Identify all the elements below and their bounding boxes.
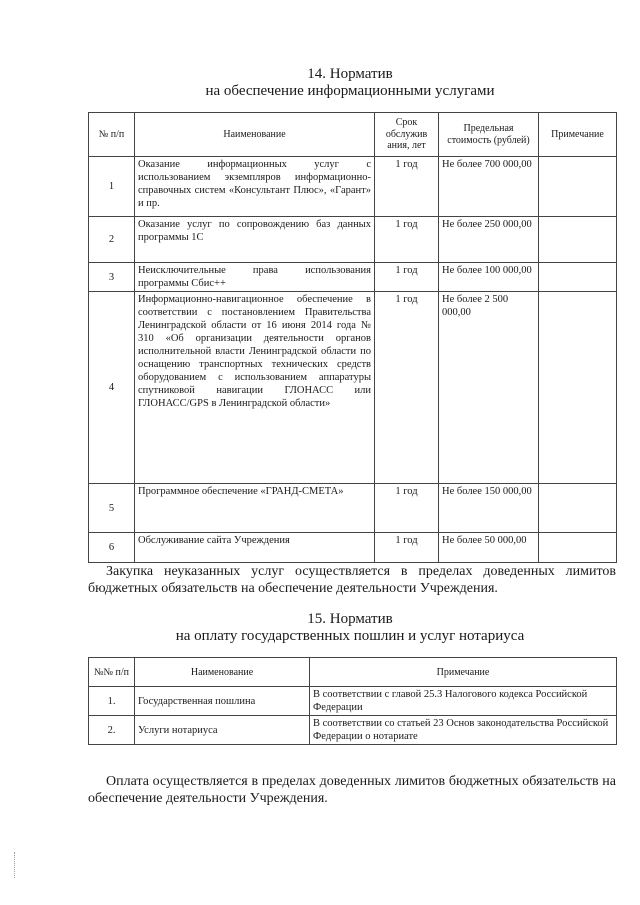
table-row xyxy=(89,157,617,217)
row-name: Программное обеспечение «ГРАНД-СМЕТА» xyxy=(135,484,375,533)
row-note xyxy=(539,157,617,217)
row-name: Оказание услуг по сопровождению баз данных программы 1С xyxy=(135,217,375,263)
information-services-table xyxy=(88,112,617,563)
row-note xyxy=(539,263,617,292)
row-note: В соответствии с главой 25.3 Налогового кодекса Российской Федерации xyxy=(310,687,617,716)
section-15-subtitle: на оплату государственных пошлин и услуг нотариуса xyxy=(175,628,525,644)
table-row xyxy=(89,687,617,716)
table-row xyxy=(89,217,617,263)
row-note xyxy=(539,533,617,563)
row-term: 1 год xyxy=(375,484,439,533)
row-cost: Не более 100 000,00 xyxy=(439,263,539,292)
header-num: №№ п/п xyxy=(89,658,135,687)
header-term: Срок обслужив ания, лет xyxy=(375,113,439,157)
row-name: Государственная пошлина xyxy=(135,687,310,716)
row-note: В соответствии со статьей 23 Основ законодательства Российской Федерации о нотариате xyxy=(310,716,617,745)
duties-notary-table xyxy=(88,657,617,745)
table-row xyxy=(89,263,617,292)
header-num: № п/п xyxy=(89,113,135,157)
scan-edge-mark xyxy=(14,852,16,878)
row-term: 1 год xyxy=(375,533,439,563)
section-14-title: 14. Норматив xyxy=(307,66,393,82)
row-name: Обслуживание сайта Учреждения xyxy=(135,533,375,563)
row-num: 2 xyxy=(89,217,135,263)
section-15-heading xyxy=(90,611,610,645)
row-cost: Не более 150 000,00 xyxy=(439,484,539,533)
row-note xyxy=(539,292,617,484)
section-14-footer-paragraph: Закупка неуказанных услуг осуществляется в пределах доведенных лимитов бюджетных обязательств на обеспечение деятельности Учреждения. xyxy=(88,564,616,596)
row-num: 1. xyxy=(89,687,135,716)
table-row xyxy=(89,533,617,563)
table-header-row xyxy=(89,113,617,157)
row-term: 1 год xyxy=(375,157,439,217)
row-note xyxy=(539,217,617,263)
row-num: 6 xyxy=(89,533,135,563)
row-name: Услуги нотариуса xyxy=(135,716,310,745)
row-cost: Не более 50 000,00 xyxy=(439,533,539,563)
row-num: 4 xyxy=(89,292,135,484)
row-term: 1 год xyxy=(375,263,439,292)
header-name: Наименование xyxy=(135,113,375,157)
row-num: 5 xyxy=(89,484,135,533)
row-cost: Не более 2 500 000,00 xyxy=(439,292,539,484)
table-header-row xyxy=(89,658,617,687)
row-num: 3 xyxy=(89,263,135,292)
row-term: 1 год xyxy=(375,217,439,263)
row-term: 1 год xyxy=(375,292,439,484)
row-name: Информационно-навигационное обеспечение в соответствии с постановлением Правительства Ленинградской области от 16 июня 2014 года № 310 «Об организации деятельности органов исполнительной власти Ленинградской области по оснащению транспортных технических средств оборудованием с использованием аппаратуры спутниковой навигации ГЛОНАСС или ГЛОНАСС/GPS в Ленинградской области» xyxy=(135,292,375,484)
header-note: Примечание xyxy=(539,113,617,157)
section-14-heading xyxy=(90,66,610,100)
row-cost: Не более 700 000,00 xyxy=(439,157,539,217)
header-note: Примечание xyxy=(310,658,617,687)
row-num: 1 xyxy=(89,157,135,217)
row-name: Оказание информационных услуг с использованием экземпляров информационно-справочных систем «Консультант Плюс», «Гарант» и пр. xyxy=(135,157,375,217)
row-name: Неисключительные права использования программы Сбис++ xyxy=(135,263,375,292)
section-15-footer-paragraph: Оплата осуществляется в пределах доведенных лимитов бюджетных обязательств на обеспечение деятельности Учреждения. xyxy=(88,774,616,806)
header-name: Наименование xyxy=(135,658,310,687)
table-row xyxy=(89,484,617,533)
section-14-subtitle: на обеспечение информационными услугами xyxy=(205,83,495,99)
row-num: 2. xyxy=(89,716,135,745)
row-note xyxy=(539,484,617,533)
table-row xyxy=(89,292,617,484)
header-cost: Предельная стоимость (рублей) xyxy=(439,113,539,157)
table-row xyxy=(89,716,617,745)
section-15-title: 15. Норматив xyxy=(307,611,393,627)
row-cost: Не более 250 000,00 xyxy=(439,217,539,263)
